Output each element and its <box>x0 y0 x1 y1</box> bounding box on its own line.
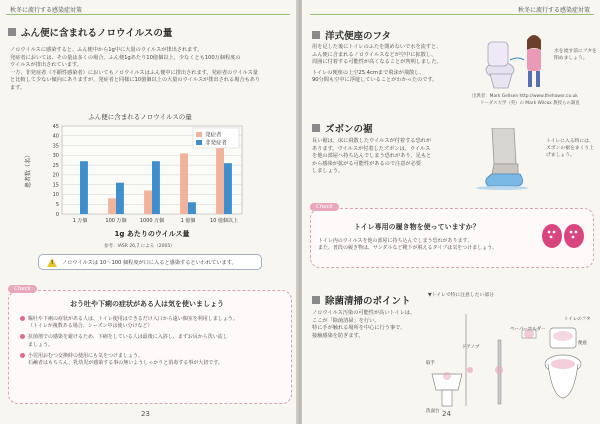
bar-非発症者 <box>188 202 196 214</box>
check-title: おう吐や下痢の症状がある人は気を使いましょう <box>70 300 224 308</box>
y-tick-label: 45 <box>52 123 59 130</box>
label-seat: 便座 <box>578 341 587 346</box>
bar-発症者 <box>144 191 152 214</box>
bar-非発症者 <box>224 163 232 214</box>
y-tick-label: 30 <box>52 153 59 160</box>
x-tick-label: 1 億個 <box>180 218 196 224</box>
page-number: 24 <box>442 410 451 418</box>
list-item: ましょう。 <box>28 341 54 348</box>
section-title-cleaning: 除菌清掃のポイント <box>312 293 411 307</box>
list-item: 嘔吐や下痢の症状がある人は、トイレ使用はできるだけ入口から遠い個室を利用しましょう。 <box>20 316 286 323</box>
check-title: トイレ専用の履き物を使っていますか？ <box>354 223 480 231</box>
square-bullet-icon <box>312 31 320 39</box>
running-head: 秋冬に流行する感染症対策 <box>517 7 590 14</box>
legend-label: 発症者 <box>205 132 222 139</box>
bar-非発症者 <box>152 161 160 214</box>
list-item: 石鹸者はもちろん、乳幼児が感染する事の無いようしっかりと消毒する事が大切です。 <box>28 360 223 367</box>
check-pill: Check <box>310 203 339 211</box>
chart-source: 参考：IASR 26,7 による（2005） <box>104 244 175 249</box>
bar-発症者 <box>108 198 116 214</box>
y-tick-label: 15 <box>52 182 59 189</box>
warning-icon: ! <box>47 258 57 267</box>
y-tick-label: 5 <box>55 202 59 209</box>
lid-paragraph: 用を足した後にトイレのふたを閉めないで水を流すと、 ふん便に含まれるノロウイルスなどが空中に拡散し、 周囲に付着する可能性が高くなることが判明しました。 トイレの便座の上空25.4cmまで飛沫が飛散し、 90分間も空中に浮遊していることがわかったのです。 <box>312 44 442 84</box>
y-tick-label: 10 <box>52 192 59 199</box>
diagram-title: ▼トイレで特に注意したい部分 <box>428 293 494 298</box>
warning-box: ! ノロウイルスは 10〜100 個程度が口に入ると感染するといわれています。 <box>38 254 262 270</box>
bar-chart <box>18 120 248 240</box>
pants-side-note: トイレに入る時には、ズボンの裾をまくり上げましょう。 <box>546 139 594 158</box>
y-tick-label: 25 <box>52 162 59 169</box>
left-page <box>0 0 298 424</box>
label-doorknob: ドアノブ <box>462 345 480 350</box>
pants-paragraph: 長い裾は、床に飛散したウイルスが付着する恐れが あります。ウイルスが付着したズボンは、ウイルス を他の部屋へ持ち込んでしまう恐れがあり、足もと から感染が拡がる可能性があるので注意が必要 しましょう。 <box>312 138 432 175</box>
page-number: 23 <box>141 410 150 418</box>
legend-swatch <box>196 140 202 145</box>
y-axis-label: 患者数（名） <box>25 151 32 189</box>
x-tick-label: 100 万個 <box>105 218 127 224</box>
bar-発症者 <box>180 153 188 214</box>
y-tick-label: 20 <box>52 172 59 179</box>
credit-2: リーダス大学（英）の Mark Wilcox 教授らの調査 <box>480 101 580 106</box>
check-list <box>20 316 286 367</box>
section-title-pants: ズボンの裾 <box>312 121 373 135</box>
legend-swatch <box>196 132 202 137</box>
y-tick-label: 40 <box>52 133 59 140</box>
header-rule <box>6 14 290 15</box>
right-page <box>302 0 600 424</box>
check-text: トイレ内のウイルスを他の部屋に持ち込んでしまう恐れがあります。 また、普段の履き物は、サンダルなど靴下が脱えるタイプは気をつけましょう。 <box>318 238 498 251</box>
x-axis-label: 1g あたりのウイルス量 <box>114 230 190 238</box>
x-tick-label: 10 億個以上 <box>210 218 238 224</box>
trouser-illustration <box>462 128 542 190</box>
section-title: ふん便に含まれるノロウイルスの量 <box>8 25 172 39</box>
check-pill: Check <box>8 285 37 293</box>
credit-1: 出典者：Mark Gellsen http://www.thehowsr.co.uk <box>472 94 578 99</box>
bullet-icon <box>20 316 25 321</box>
cleaning-paragraph: ノロウイルス汚染の可能性が高いトイレは、 ここが「除菌清掃」を行い、 特に手が触れる場所を中心に行う事で、 接触感染を防ぎます。 <box>312 310 416 339</box>
list-item: （トイレが複数ある場合、シーズン中は使い分けなど） <box>28 323 153 330</box>
list-item: 小児用おむつ交換時の使用にも気をつけましょう。 <box>20 353 286 360</box>
intro-paragraph: ノロウイルスに感染すると、ふん便中から1g中に大量のウイルスが排出されます。 発症者においては、その量は多くの場合、ふん便1gあたり10億個以上、少なくとも100万個程度の ウイルスが排出されています。 一方、非発症者（不顕性感染者）においてもノロウイルスはふん便中に排出されます。発症者のウイルス量 と比較して少ない傾向にありますが、発症者と同様に10億個以上の大量のウイルスが排出される場合もあり ます。 <box>10 47 261 91</box>
bar-非発症者 <box>80 161 88 214</box>
section-title-lid: 洋式便座のフタ <box>312 28 391 42</box>
bullet-icon <box>20 353 25 358</box>
chart-title: ふん便に含まれるノロウイルスの量 <box>88 113 192 121</box>
bar-非発症者 <box>116 183 124 214</box>
lid-bubble: 水を流す前にフタを閉めましょう。 <box>554 49 597 61</box>
running-head: 秋冬に流行する感染症対策 <box>10 7 83 14</box>
y-tick-label: 0 <box>55 211 59 218</box>
label-sink: 洗面台 <box>426 409 440 414</box>
header-rule <box>310 14 594 15</box>
toilet-girl-illustration <box>480 30 552 92</box>
toilet-slippers-illustration <box>538 222 588 250</box>
bullet-icon <box>20 334 25 339</box>
x-tick-label: 1000 万個 <box>139 218 165 224</box>
square-bullet-icon <box>8 28 16 36</box>
list-item: 抗菌剤での感染を避けるため、下痢をしている人は最後に入浴し、まずお尻から洗い流し <box>20 334 286 341</box>
square-bullet-icon <box>312 296 320 304</box>
y-tick-label: 35 <box>52 143 59 150</box>
label-paper-holder: ペーパーホルダー <box>510 327 546 332</box>
label-handle: 取手 <box>426 361 435 366</box>
x-tick-label: 1 万個 <box>72 218 88 224</box>
square-bullet-icon <box>312 124 320 132</box>
label-lid: トイレのフタ <box>564 317 591 322</box>
legend-label: 非発症者 <box>205 140 228 147</box>
